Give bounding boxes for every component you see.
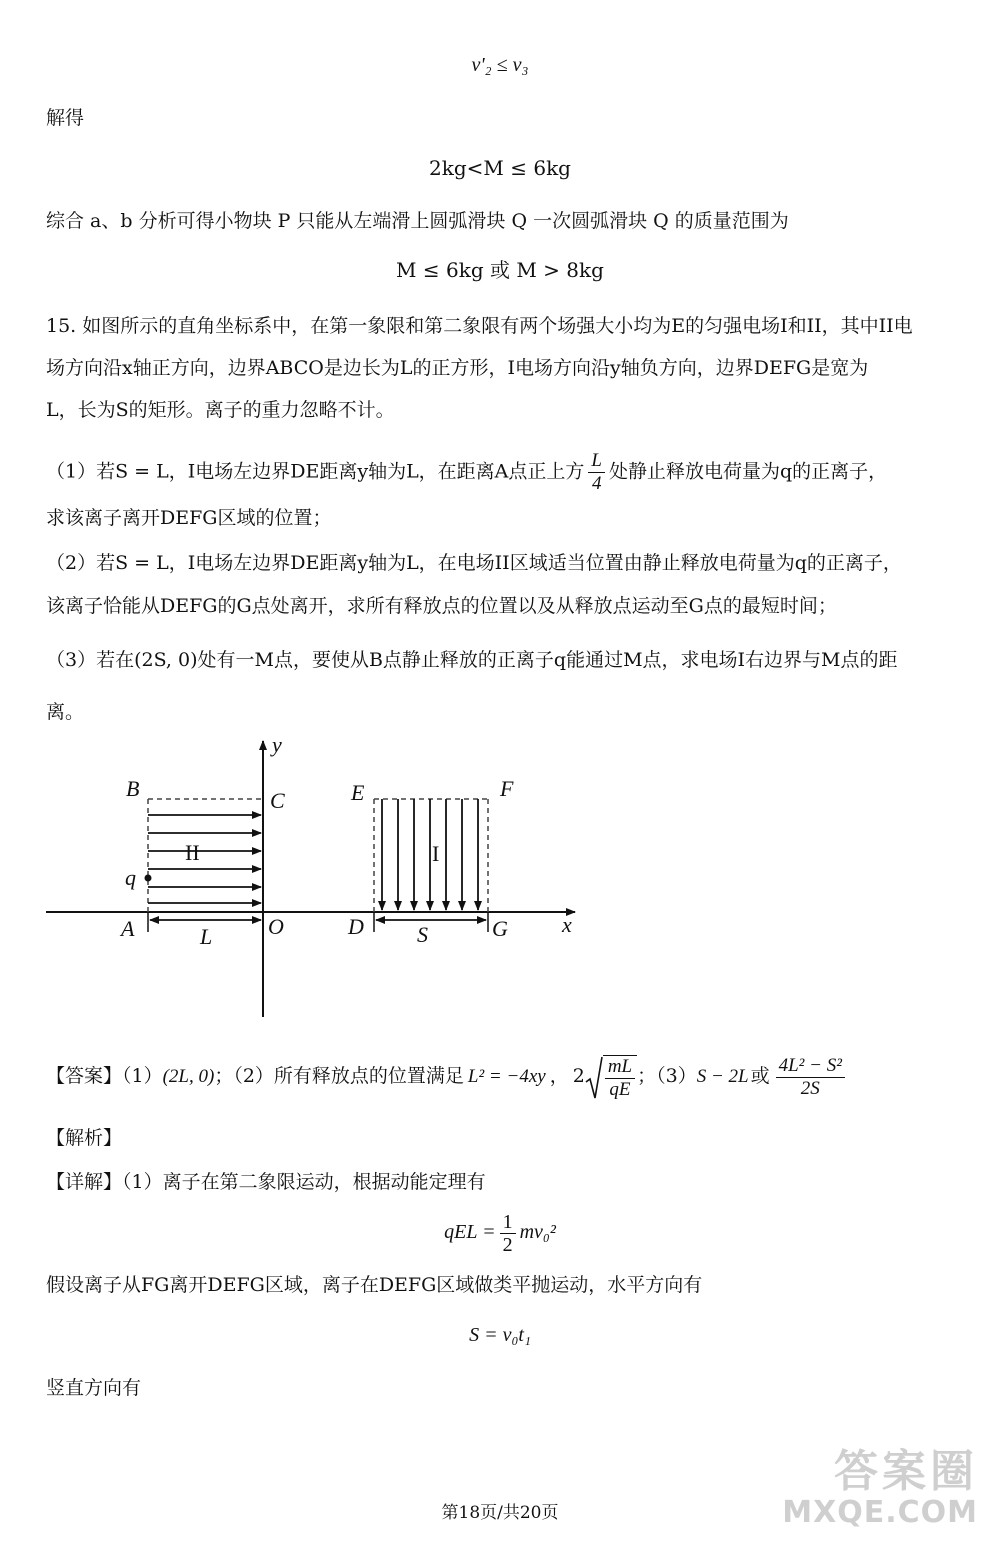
equation-energy-right: mv₀²	[519, 1221, 556, 1243]
sqrt-fraction	[603, 1055, 637, 1101]
problem-line-3: L，长为S的矩形。离子的重力忽略不计。	[46, 399, 395, 421]
equation-energy	[0, 1204, 1000, 1260]
answer-sep-2: ，	[549, 1065, 569, 1087]
label-d: D	[348, 914, 364, 939]
watermark-title: 答案圈	[834, 1446, 978, 1497]
charge-point	[145, 875, 152, 882]
label-y: y	[272, 735, 282, 757]
answer-line	[46, 1053, 956, 1099]
dimension-s	[374, 912, 488, 932]
answer-3b-denominator: 2S	[800, 1077, 820, 1099]
sqrt-expression	[585, 1054, 637, 1101]
label-q: q	[125, 865, 136, 890]
sqrt-numerator: mL	[605, 1056, 635, 1079]
question-2-line-1: （2）若S = L，I电场左边界DE距离y轴为L，在电场II区域适当位置由静止释放电荷量为q的正离子，	[46, 552, 902, 574]
field-region-ii	[148, 799, 263, 912]
equation-v2-le-v3: v'₂ ≤ v₃	[471, 54, 529, 76]
answer-prefix: 【答案】（1）	[46, 1065, 163, 1087]
analysis-header: 【解析】	[46, 1127, 123, 1149]
text-summary: 综合 a、b 分析可得小物块 P 只能从左端滑上圆弧滑块 Q 一次圆弧滑块 Q 的质量范围为	[46, 210, 789, 232]
label-g: G	[492, 916, 508, 941]
problem-line-2: 场方向沿x轴正方向，边界ABCO是边长为L的正方形，I电场方向沿y轴负方向，边界DEFG是宽为	[46, 357, 869, 379]
page-footer: 第18页/共20页	[441, 1503, 559, 1523]
label-a: A	[121, 916, 135, 941]
analysis-assume: 假设离子从FG离开DEFG区域，离子在DEFG区域做类平抛运动，水平方向有	[46, 1274, 703, 1296]
label-region-ii: II	[185, 840, 200, 865]
equation-energy-left: qEL =	[444, 1221, 496, 1243]
equation-mass-range-final: M ≤ 6kg 或 M > 8kg	[396, 258, 604, 282]
sqrt-denominator: qE	[609, 1078, 631, 1100]
answer-1: (2L, 0)	[162, 1066, 215, 1087]
question-3-line-2: 离。	[46, 701, 85, 723]
label-f: F	[500, 776, 514, 801]
answer-time-coef: 2	[572, 1065, 585, 1087]
label-x: x	[562, 912, 572, 937]
equation-horizontal: S = v₀t₁	[469, 1324, 531, 1346]
watermark	[782, 1448, 978, 1530]
answer-3a: S − 2L	[696, 1066, 749, 1087]
answer-3b-numerator: 4L² − S²	[776, 1055, 845, 1078]
label-c: C	[270, 788, 285, 813]
equation-energy-fraction	[500, 1211, 516, 1256]
text-jiede: 解得	[46, 107, 85, 129]
answer-sep-3: ；（3）	[637, 1065, 697, 1087]
label-l: L	[200, 924, 213, 949]
question-1-text-a: （1）若S = L，I电场左边界DE距离y轴为L，在距离A点正上方	[46, 460, 585, 483]
question-3-line-1: （3）若在(2S, 0)处有一M点，要使从B点静止释放的正离子q能通过M点，求电场I右边界与M点的距	[46, 649, 898, 671]
label-s: S	[417, 922, 428, 947]
equation-energy-numerator: 1	[500, 1211, 516, 1234]
equation-energy-denominator: 2	[502, 1233, 513, 1256]
equation-mass-range-1: 2kg<M ≤ 6kg	[428, 156, 571, 180]
watermark-url: MXQE.COM	[782, 1495, 978, 1530]
field-diagram	[0, 735, 1000, 1035]
answer-sep-1: ；（2）所有释放点的位置满足	[214, 1065, 464, 1087]
sqrt-sign	[585, 1056, 603, 1100]
fraction-denominator: 4	[591, 473, 602, 494]
analysis-detail: 【详解】（1）离子在第二象限运动，根据动能定理有	[46, 1171, 486, 1193]
label-o: O	[268, 914, 284, 939]
field-region-i	[374, 799, 488, 912]
fraction-numerator: L	[588, 450, 605, 473]
question-2-line-2: 该离子恰能从DEFG的G点处离开，求所有释放点的位置以及从释放点运动至G点的最短时间；	[46, 595, 837, 617]
analysis-vertical: 竖直方向有	[46, 1377, 142, 1399]
question-1-line-2: 求该离子离开DEFG区域的位置；	[46, 507, 332, 529]
question-1-text-b: 处静止释放电荷量为q的正离子，	[608, 460, 888, 483]
label-b: B	[126, 776, 140, 801]
label-e: E	[351, 780, 365, 805]
fraction-l-over-4	[588, 450, 605, 495]
answer-2: L² = −4xy	[467, 1066, 546, 1087]
label-region-i: I	[432, 841, 440, 866]
answer-or: 或	[750, 1065, 770, 1087]
answer-3b-fraction	[776, 1055, 845, 1100]
problem-line-1: 15. 如图所示的直角坐标系中，在第一象限和第二象限有两个场强大小均为E的匀强电场I和II，其中II电	[46, 315, 913, 337]
question-1-line-1	[46, 450, 956, 495]
